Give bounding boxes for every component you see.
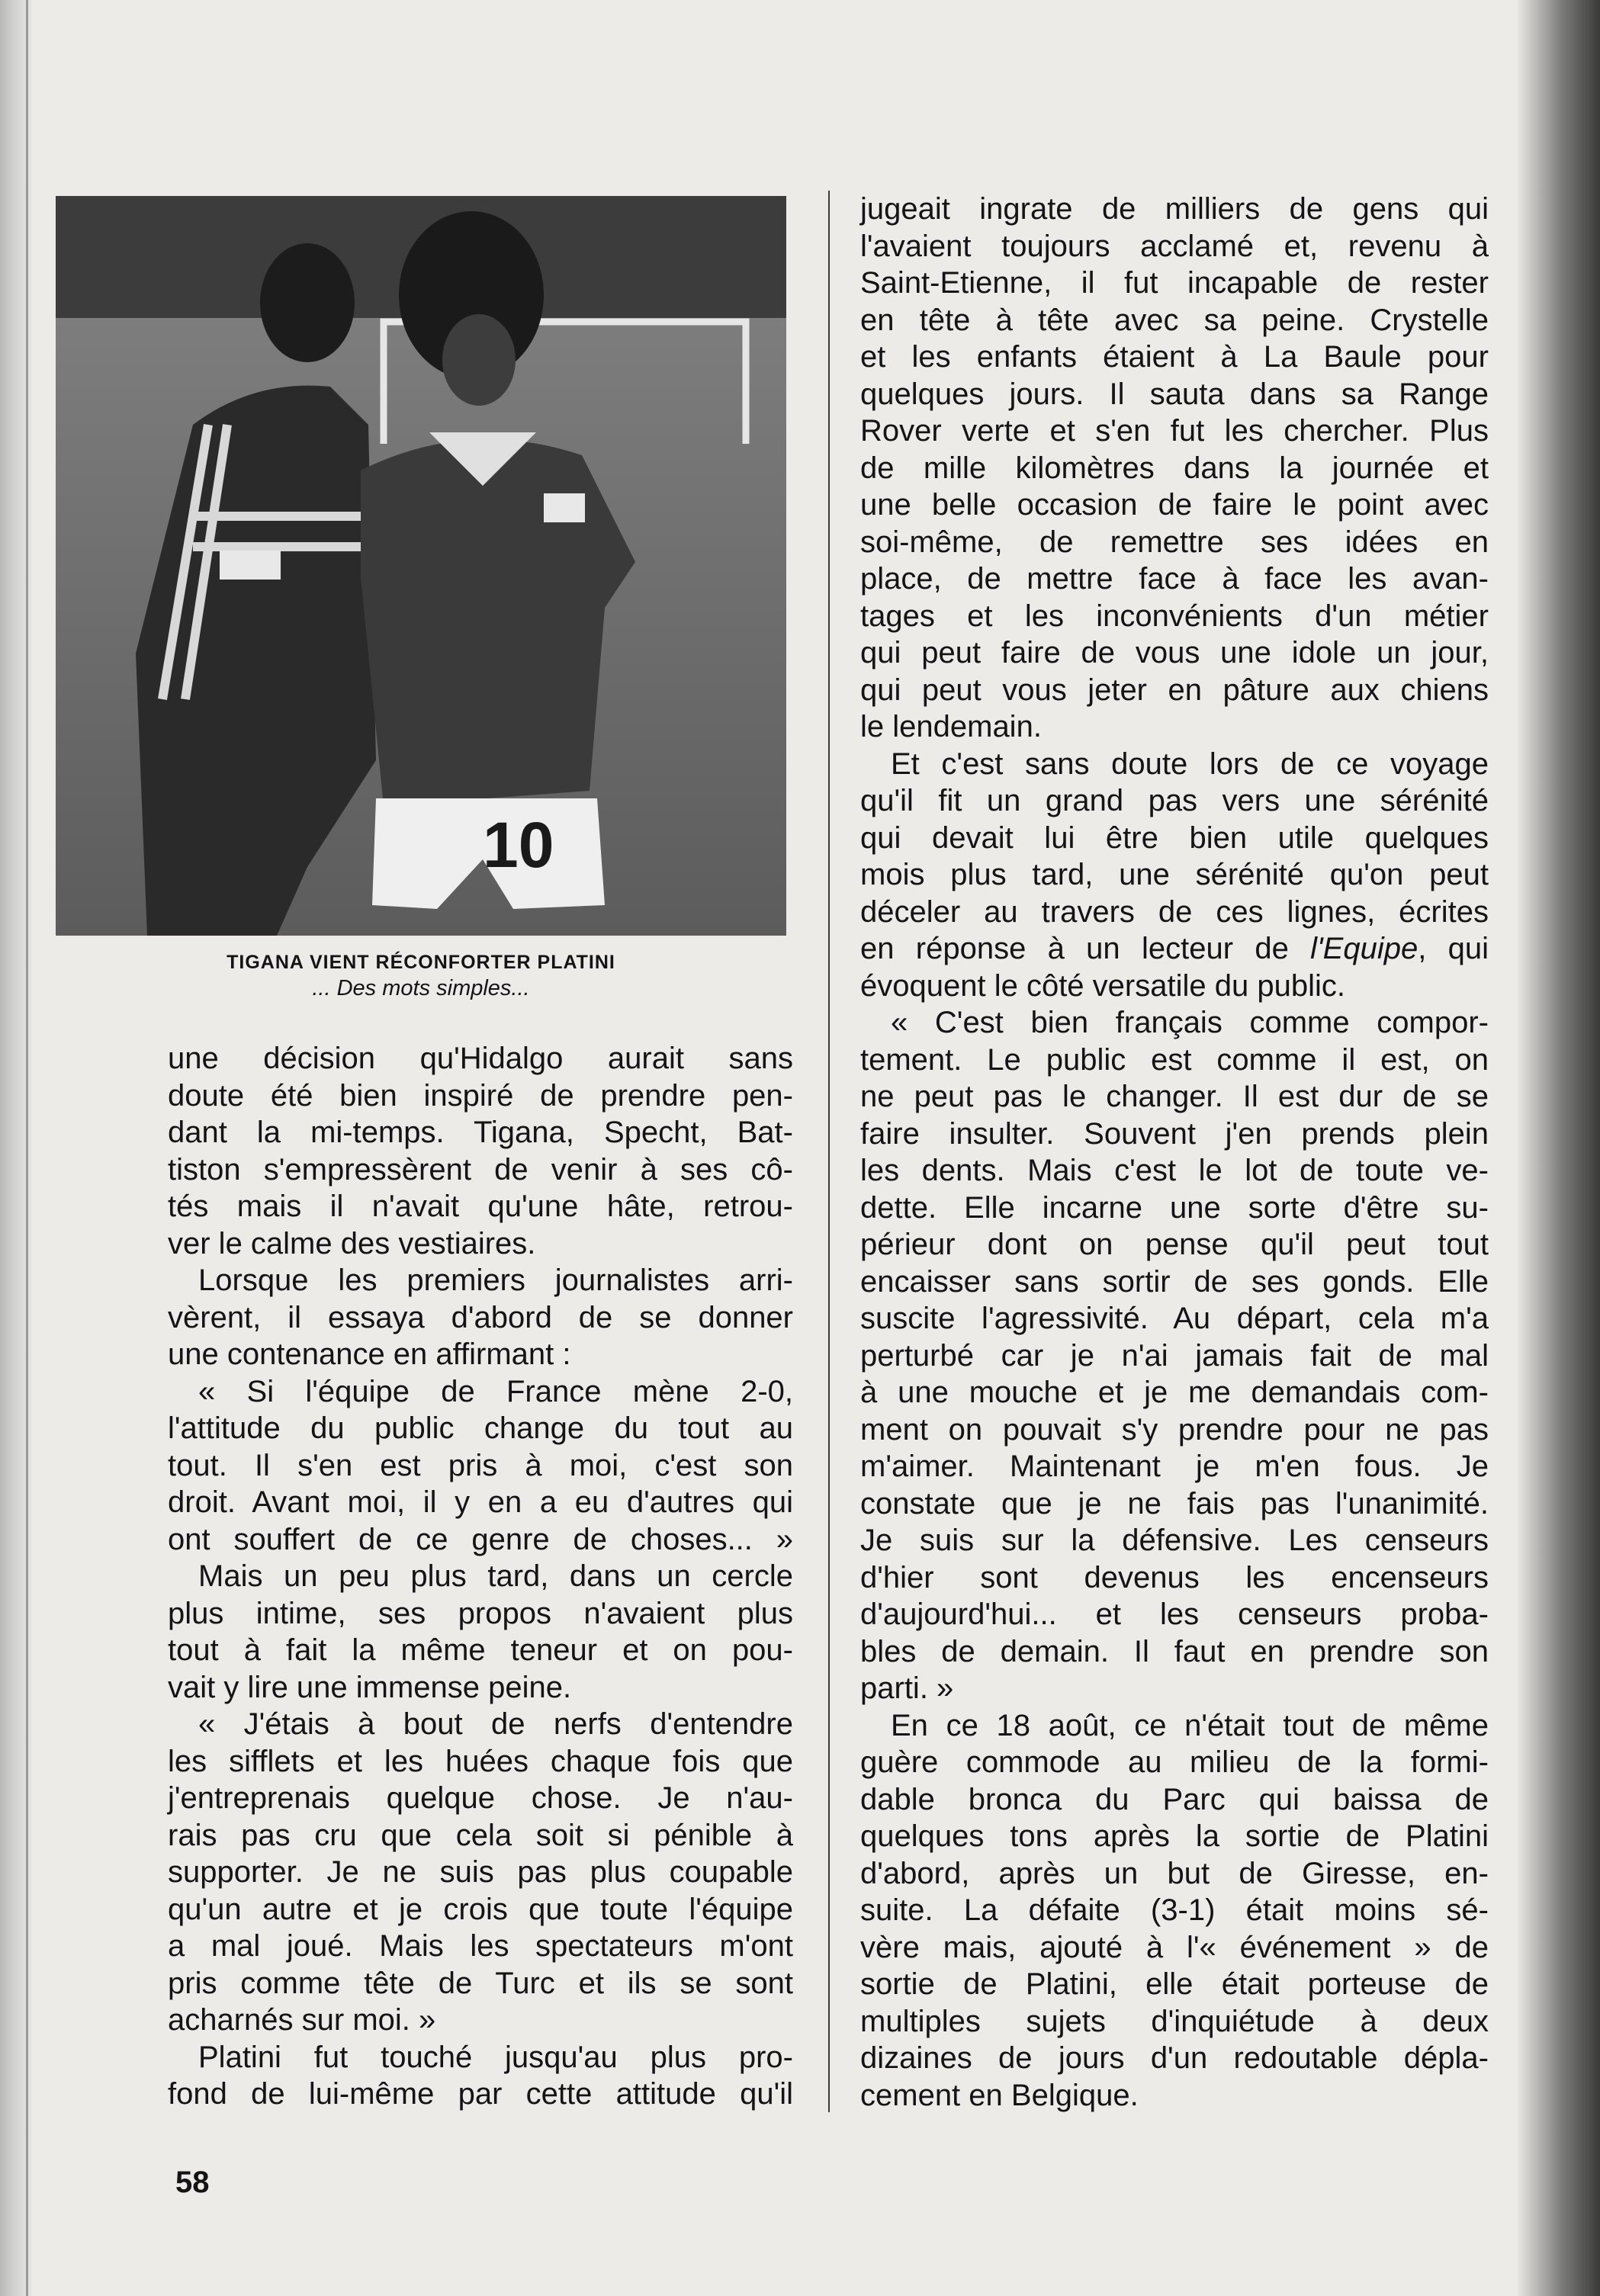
text-line: vait y lire une immense peine. (168, 1670, 572, 1704)
text-line: sortie de Platini, elle était porteuse de (860, 1967, 1489, 2001)
text-line: ver le calme des vestiaires. (168, 1226, 536, 1260)
text-line: Lorsque les premiers journalistes arri- (198, 1264, 793, 1297)
binding-line (26, 0, 28, 2296)
text-line: droit. Avant moi, il y en a eu d'autres qui (168, 1485, 793, 1519)
text-line: Mais un peu plus tard, dans un cercle (198, 1559, 793, 1593)
text-line: j'entreprenais quelque chose. Je n'au- (168, 1781, 793, 1815)
text-line: suscite l'agressivité. Au départ, cela m'a (860, 1302, 1489, 1335)
photo-tigana-platini (56, 196, 786, 936)
article-right-column (860, 191, 1489, 2114)
text-line: bles de demain. Il faut en prendre son (860, 1634, 1489, 1668)
text-line: vère mais, ajouté à l'« événement » de (860, 1930, 1489, 1964)
text-line: déceler au travers de ces lignes, écrites (860, 894, 1489, 929)
text-line: le lendemain. (860, 710, 1042, 743)
text-line: Rover verte et s'en fut les chercher. Plus (860, 414, 1489, 448)
text-line: « Si l'équipe de France mène 2-0, (198, 1374, 793, 1408)
text-line: dizaines de jours d'un redoutable dépla- (860, 2041, 1489, 2075)
text-line: soi-même, de remettre ses idées en (860, 525, 1489, 559)
text-line: quelques tons après la sortie de Platini (860, 1819, 1489, 1853)
text-line: les sifflets et les huées chaque fois que (168, 1744, 793, 1778)
text-line: dette. Elle incarne une sorte d'être su- (860, 1190, 1489, 1225)
article-left-column (168, 1040, 793, 2113)
text-line: en réponse à un lecteur de l'Equipe, qui (860, 932, 1489, 965)
text-line: tement. Le public est comme il est, on (860, 1042, 1489, 1077)
text-line: faire insulter. Souvent j'en prends plein (860, 1116, 1489, 1151)
text-line: rais pas cru que cela soit si pénible à (168, 1818, 793, 1852)
text-line: tout à fait la même teneur et on pou- (168, 1633, 793, 1667)
text-line: place, de mettre face à face les avan- (860, 562, 1489, 596)
text-line: Saint-Etienne, il fut incapable de rester (860, 266, 1489, 300)
text-line: constate que je ne fais pas l'unanimité. (860, 1486, 1489, 1520)
text-line: tout. Il s'en est pris à moi, c'est son (168, 1448, 793, 1482)
text-line: les dents. Mais c'est le lot de toute ve- (860, 1154, 1489, 1187)
shirt-number-text: 10 (483, 809, 554, 881)
text-line: qui devait lui être bien utile quelques (860, 820, 1489, 855)
photo-caption-subtitle: ... Des mots simples... (312, 976, 530, 1000)
page-edge-shadow (1516, 0, 1600, 2296)
text-line: Et c'est sans doute lors de ce voyage (891, 747, 1489, 781)
text-line: perturbé car je n'ai jamais fait de mal (860, 1338, 1489, 1373)
text-line: une contenance en affirmant : (168, 1337, 571, 1371)
text-line: évoquent le côté versatile du public. (860, 968, 1345, 1003)
text-line: une belle occasion de faire le point avec (860, 488, 1489, 522)
text-line: l'avaient toujours acclamé et, revenu à (860, 229, 1489, 263)
text-line: mois plus tard, une sérénité qu'on peut (860, 858, 1489, 891)
text-line: et les enfants étaient à La Baule pour (860, 340, 1489, 374)
text-line: qu'un autre et je crois que toute l'équipe (168, 1892, 793, 1926)
text-line: encaisser sans sortir de ses gonds. Elle (860, 1264, 1489, 1299)
text-line: parti. » (860, 1671, 954, 1705)
column-divider (828, 191, 830, 2112)
text-line: ment on pouvait s'y prendre pour ne pas (860, 1412, 1489, 1447)
text-line: tiston s'empressèrent de venir à ses cô- (168, 1152, 793, 1187)
text-line: plus intime, ses propos n'avaient plus (168, 1596, 793, 1630)
text-line: suite. La défaite (3-1) était moins sé- (860, 1893, 1489, 1927)
text-line: tés mais il n'avait qu'une hâte, retrou- (168, 1190, 793, 1223)
text-line: dant la mi-temps. Tigana, Specht, Bat- (168, 1116, 793, 1149)
text-line: qui peut vous jeter en pâture aux chiens (860, 673, 1489, 707)
text-line: de mille kilomètres dans la journée et (860, 451, 1489, 485)
text-line: fond de lui-même par cette attitude qu'il (168, 2077, 793, 2111)
text-line: qu'il fit un grand pas vers une sérénité (860, 784, 1489, 817)
text-line: En ce 18 août, ce n'était tout de même (891, 1708, 1489, 1742)
text-line: une décision qu'Hidalgo aurait sans (168, 1042, 793, 1075)
photo-caption-title: TIGANA VIENT RÉCONFORTER PLATINI (227, 952, 615, 973)
text-line: multiples sujets d'inquiétude à deux (860, 2004, 1489, 2038)
text-line: pris comme tête de Turc et ils se sont (168, 1966, 793, 2000)
text-line: d'abord, après un but de Giresse, en- (860, 1856, 1489, 1890)
text-line: cement en Belgique. (860, 2078, 1139, 2112)
page-number: 58 (175, 2166, 210, 2199)
text-line: jugeait ingrate de milliers de gens qui (860, 192, 1489, 226)
text-line: « J'étais à bout de nerfs d'entendre (198, 1707, 793, 1741)
text-line: acharnés sur moi. » (168, 2003, 436, 2037)
text-line: vèrent, il essaya d'abord de se donner (168, 1300, 793, 1334)
text-line: ont souffert de ce genre de choses... » (168, 1522, 793, 1556)
text-line: m'aimer. Maintenant je m'en fous. Je (860, 1450, 1489, 1483)
text-line: a mal joué. Mais les spectateurs m'ont (168, 1929, 793, 1963)
text-line: doute été bien inspiré de prendre pen- (168, 1078, 793, 1113)
text-line: qui peut faire de vous une idole un jour, (860, 636, 1489, 670)
text-line: « C'est bien français comme compor- (891, 1006, 1489, 1039)
text-line: supporter. Je ne suis pas plus coupable (168, 1855, 793, 1889)
text-line: d'hier sont devenus les encenseurs (860, 1560, 1489, 1594)
text-line: Platini fut touché jusqu'au plus pro- (198, 2040, 793, 2074)
text-line: à une mouche et je me demandais com- (860, 1376, 1489, 1409)
text-line: tages et les inconvénients d'un métier (860, 599, 1489, 633)
text-line: guère commode au milieu de la formi- (860, 1745, 1489, 1779)
text-line: ne peut pas le changer. Il est dur de se (860, 1080, 1489, 1113)
text-line: dable bronca du Parc qui baissa de (860, 1782, 1489, 1816)
text-line: en tête à tête avec sa peine. Crystelle (860, 303, 1489, 337)
text-line: l'attitude du public change du tout au (168, 1411, 793, 1445)
text-line: quelques jours. Il sauta dans sa Range (860, 377, 1489, 411)
text-line: Je suis sur la défensive. Les censeurs (860, 1524, 1489, 1557)
text-line: d'aujourd'hui... et les censeurs proba- (860, 1598, 1489, 1631)
text-line: périeur dont on pense qu'il peut tout (860, 1228, 1489, 1261)
